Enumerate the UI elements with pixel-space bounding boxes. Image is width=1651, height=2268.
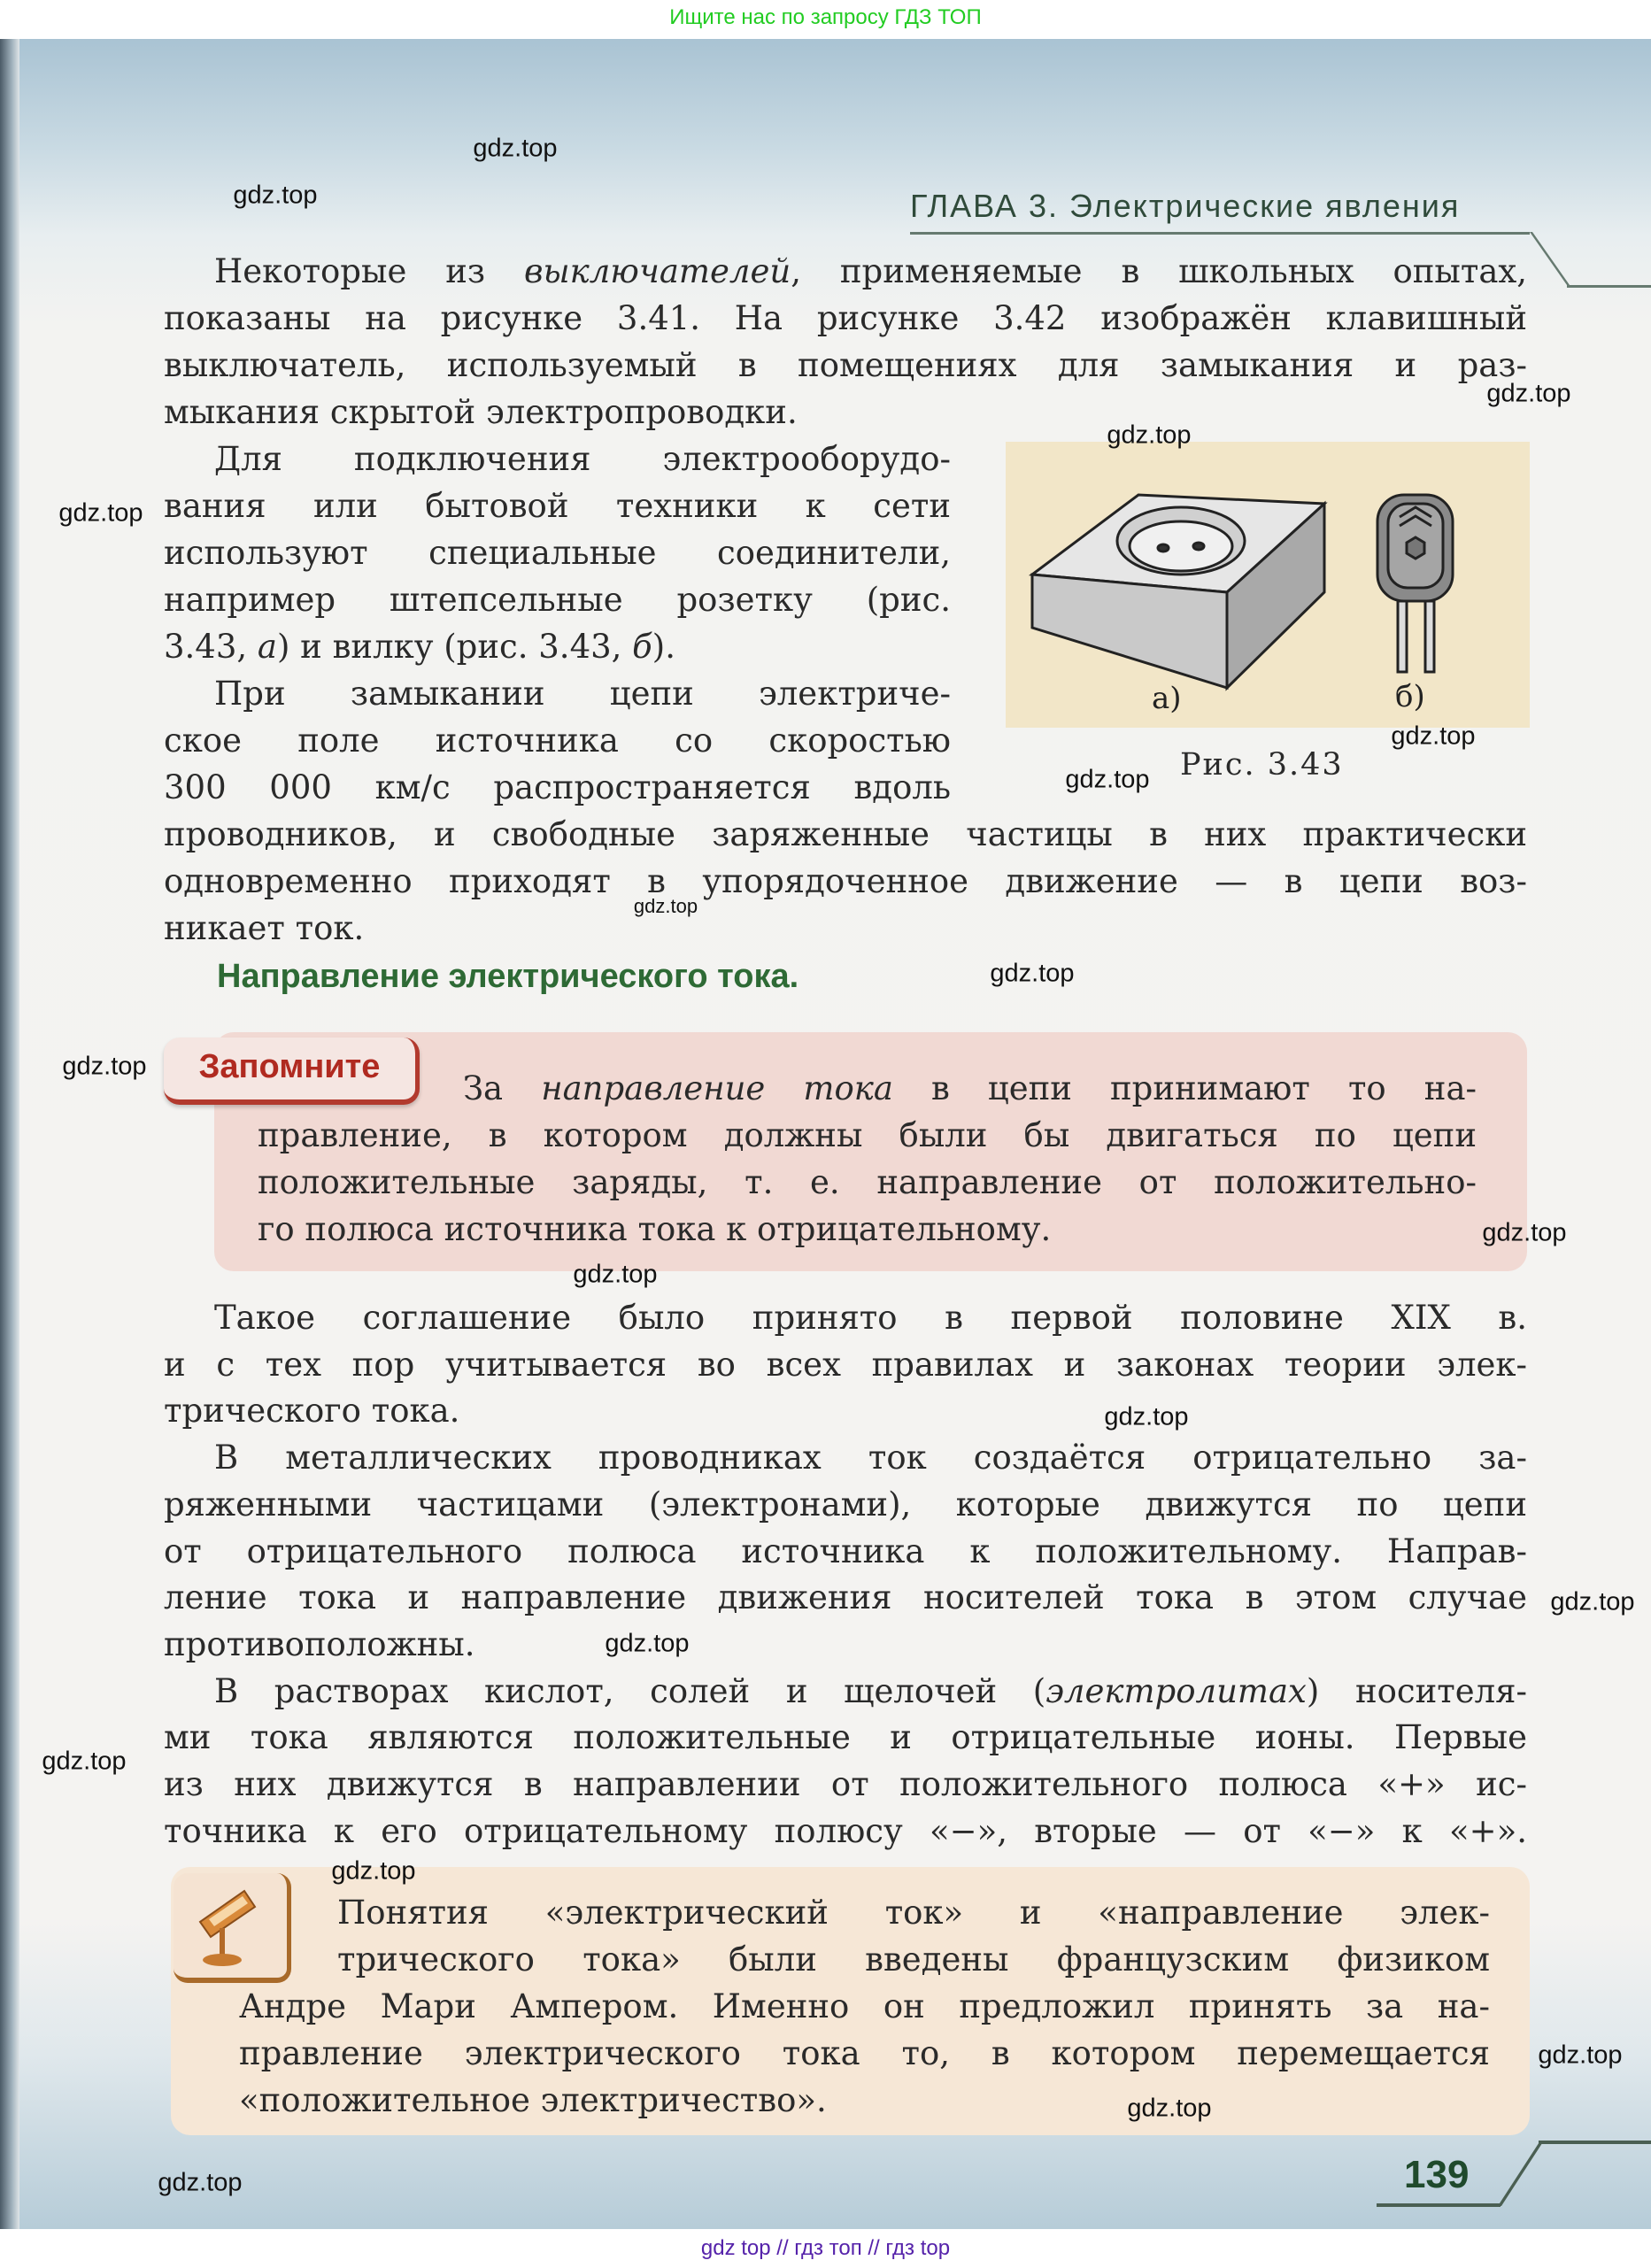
watermark-text: gdz.top bbox=[1538, 2040, 1623, 2070]
italic-term: а bbox=[257, 628, 277, 666]
header-rule-tail bbox=[1567, 285, 1651, 288]
watermark-text: gdz.top bbox=[1065, 765, 1150, 794]
watermark-text: gdz.top bbox=[58, 498, 143, 528]
watermark-text: gdz.top bbox=[62, 1052, 147, 1081]
text-segment: вания или бытовой техники к сети bbox=[164, 487, 951, 525]
watermark-text: gdz.top bbox=[1391, 721, 1476, 751]
bottom-banner-text: gdz top // гдз топ // гдз top bbox=[700, 2236, 951, 2260]
text-segment: положительные заряды, т. е. направление от положительно- bbox=[258, 1163, 1477, 1201]
text-segment: «положительное электричество». bbox=[239, 2081, 827, 2119]
text-segment: например штепсельные розетку (рис. bbox=[164, 581, 951, 619]
text-segment: Андре Мари Ампером. Именно он предложил принять за на- bbox=[239, 1987, 1490, 2025]
text-segment: Понятия «электрический ток» и «направление элек- bbox=[337, 1894, 1490, 1932]
text-segment: В металлических проводниках ток создаётся отрицательно за- bbox=[214, 1439, 1527, 1477]
text-segment: При замыкании цепи электриче- bbox=[214, 675, 951, 713]
watermark-text: gdz.top bbox=[990, 959, 1075, 988]
page-number-rule bbox=[1377, 2203, 1501, 2207]
plug-icon bbox=[1377, 495, 1453, 672]
watermark-text: gdz.top bbox=[1486, 379, 1571, 408]
text-segment: в цепи принимают то на- bbox=[892, 1069, 1477, 1107]
text-segment: Некоторые из bbox=[214, 252, 524, 290]
italic-term: б bbox=[632, 628, 652, 666]
figure-label-b: б) bbox=[1395, 679, 1425, 714]
figure-label-a: а) bbox=[1152, 681, 1182, 716]
history-tab bbox=[174, 1873, 291, 1983]
figure-caption: Рис. 3.43 bbox=[1180, 747, 1344, 783]
bottom-banner bbox=[0, 2229, 1651, 2268]
watermark-text: gdz.top bbox=[605, 1629, 690, 1658]
watermark-text: gdz.top bbox=[331, 1856, 416, 1886]
text-segment: 300 000 км/с распространяется вдоль bbox=[164, 768, 951, 806]
page-number-rule-tail bbox=[1539, 2141, 1651, 2144]
watermark-text: gdz.top bbox=[1482, 1218, 1567, 1247]
text-segment: За bbox=[463, 1069, 542, 1107]
text-segment: проводников, и свободные заряженные частицы в них практически bbox=[164, 815, 1527, 853]
figure-3-43 bbox=[1006, 442, 1530, 728]
text-segment: выключатель, используемый в помещениях для замыкания и раз- bbox=[164, 346, 1527, 384]
text-segment: го полюса источника тока к отрицательному. bbox=[258, 1210, 1052, 1248]
text-segment: из них движутся в направлении от положительного полюса «+» ис- bbox=[164, 1765, 1527, 1803]
text-segment: и с тех пор учитывается во всех правилах и законах теории элек- bbox=[164, 1345, 1527, 1384]
text-segment: , применяемые в школьных опытах, bbox=[791, 252, 1527, 290]
watermark-text: gdz.top bbox=[1104, 1402, 1189, 1431]
text-segment: ). bbox=[652, 628, 675, 666]
text-segment: ление тока и направление движения носителей тока в этом случае bbox=[164, 1578, 1527, 1617]
text-segment: ) носителя- bbox=[1306, 1671, 1527, 1710]
text-segment: никает ток. bbox=[164, 909, 365, 947]
text-segment: показаны на рисунке 3.41. На рисунке 3.42 изображён клавишный bbox=[164, 299, 1527, 337]
section-heading: Направление электрического тока. bbox=[217, 958, 799, 995]
history-box bbox=[171, 1867, 1530, 2135]
top-banner-text: Ищите нас по запросу ГДЗ ТОП bbox=[669, 5, 982, 29]
text-segment: ми тока являются положительные и отрицательные ионы. Первые bbox=[164, 1718, 1527, 1757]
book-spine-shadow bbox=[0, 39, 19, 2229]
watermark-text: gdz.top bbox=[42, 1747, 127, 1776]
watermark-text: gdz.top bbox=[1127, 2094, 1212, 2123]
text-segment: правление, в котором должны были бы двигаться по цепи bbox=[258, 1116, 1477, 1154]
text-segment: мыкания скрытой электропроводки. bbox=[164, 393, 798, 431]
text-segment: используют специальные соединители, bbox=[164, 534, 951, 572]
text-segment: Для подключения электрооборудо- bbox=[214, 440, 951, 478]
telescope-icon bbox=[174, 1873, 280, 1972]
top-banner bbox=[0, 0, 1651, 39]
header-rule bbox=[910, 232, 1530, 235]
watermark-text: gdz.top bbox=[233, 181, 318, 210]
text-segment: противоположны. bbox=[164, 1624, 475, 1663]
italic-term: направление тока bbox=[541, 1069, 893, 1107]
watermark-text: gdz.top bbox=[633, 895, 698, 917]
socket-and-plug-illustration bbox=[1006, 442, 1530, 728]
socket-icon bbox=[1032, 495, 1324, 688]
text-segment: ское поле источника со скоростью bbox=[164, 721, 951, 760]
watermark-text: gdz.top bbox=[158, 2168, 243, 2197]
remember-tab bbox=[164, 1038, 420, 1105]
text-segment: ) и вилку (рис. 3.43, bbox=[276, 628, 633, 666]
text-segment: правление электрического тока то, в котором перемещается bbox=[239, 2034, 1490, 2072]
text-segment: одновременно приходят в упорядоченное движение — в цепи воз- bbox=[164, 862, 1527, 900]
text-segment: Такое соглашение было принято в первой половине XIX в. bbox=[214, 1299, 1527, 1337]
text-segment: трического тока» были введены французским физиком bbox=[337, 1940, 1490, 1979]
text-segment: точника к его отрицательному полюсу «−», вторые — от «−» к «+». bbox=[164, 1811, 1527, 1850]
italic-term: выключателей bbox=[523, 252, 791, 290]
remember-tab-label: Запомните bbox=[198, 1048, 381, 1085]
text-segment: ряженными частицами (электронами), которые движутся по цепи bbox=[164, 1485, 1527, 1524]
watermark-text: gdz.top bbox=[1550, 1587, 1635, 1616]
watermark-text: gdz.top bbox=[573, 1260, 658, 1289]
watermark-text: gdz.top bbox=[1107, 420, 1192, 450]
page-number: 139 bbox=[1404, 2153, 1470, 2196]
chapter-header: ГЛАВА 3. Электрические явления bbox=[910, 188, 1461, 224]
italic-term: электролитах bbox=[1045, 1671, 1307, 1710]
text-segment: В растворах кислот, солей и щелочей ( bbox=[214, 1671, 1046, 1710]
text-segment: трического тока. bbox=[164, 1392, 460, 1431]
watermark-text: gdz.top bbox=[473, 134, 558, 163]
text-segment: 3.43, bbox=[164, 628, 258, 666]
text-segment: от отрицательного полюса источника к положительному. Направ- bbox=[164, 1531, 1527, 1570]
